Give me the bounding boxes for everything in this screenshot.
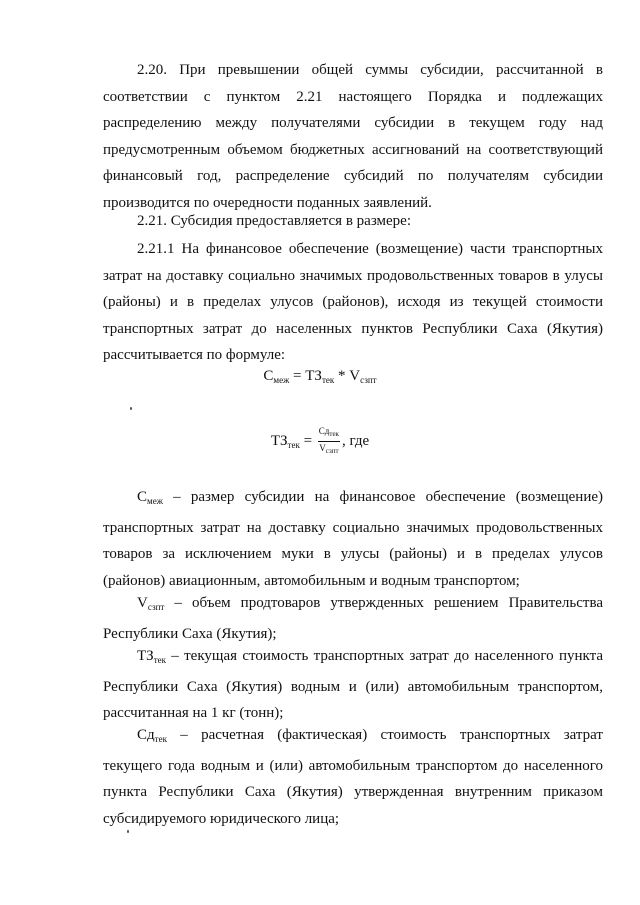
formula-subsidy [0, 368, 640, 385]
definition-c-mezh [103, 484, 603, 594]
def1-text: – размер субсидии на финансовое обеспечение (возмещение) транспортных затрат на доставку социально значимых продовольственных товаров за исключением муки в улусы (районы) и в пределах улусов (районов) авиационным, автомобильным и водным транспортом; [103, 489, 603, 589]
denominator-subscript: сзпт [325, 447, 339, 455]
formula-tz [0, 426, 640, 457]
formula2-tz-subscript: тек [287, 439, 300, 450]
def4-text: – расчетная (фактическая) стоимость транспортных затрат текущего года водным и (или) автомобильным транспортом до населенного пункта Республики Саха (Якутия) утвержденная внутренним приказом субсидируемого юридического лица; [103, 727, 603, 827]
def2-text: – объем продтоваров утвержденных решением Правительства Республики Саха (Якутия); [103, 595, 603, 642]
paragraph-2-21-1: 2.21.1 На финансовое обеспечение (возмещение) части транспортных затрат на доставку социально значимых продовольственных товаров в улусы (районы) и в пределах улусов (районов), исходя из текущей стоимости транспортных затрат до населенных пунктов Республики Саха (Якутия) рассчитывается по формуле: [103, 241, 603, 363]
def4-subscript: тек [154, 734, 167, 744]
def3-text: – текущая стоимость транспортных затрат до населенного пункта Республики Саха (Якутия) водным и (или) автомобильным транспортом, рассчитанная на 1 кг (тонн); [103, 648, 603, 721]
paragraph-2-20: 2.20. При превышении общей суммы субсидии, рассчитанной в соответствии с пунктом 2.21 настоящего Порядка и подлежащих распределению между получателями субсидии в текущем году над предусмотренным объемом бюджетных ассигнований на соответствующий финансовый год, распределение субсидий по получателям субсидии производится по очередности поданных заявлений. [103, 62, 603, 211]
formula2-tail: , где [341, 432, 370, 449]
fraction-denominator [318, 442, 340, 457]
definition-tz-tek [103, 643, 603, 727]
fraction-numerator [318, 426, 340, 442]
denominator-symbol: V [319, 443, 326, 453]
formula-eq-tz: = ТЗ [289, 368, 322, 384]
formula-c-symbol: С [263, 368, 274, 384]
scan-speck [130, 407, 132, 410]
paragraph-2-21: 2.21. Субсидия предоставляется в размере: [137, 213, 412, 229]
scan-speck [127, 830, 129, 833]
def2-symbol: V [137, 595, 148, 611]
formula-v-subscript: сзпт [360, 375, 377, 385]
numerator-subscript: тек [329, 430, 339, 438]
def1-symbol: С [137, 489, 148, 505]
formula2-fraction [318, 426, 340, 457]
def3-subscript: тек [153, 655, 166, 665]
def2-subscript: сзпт [147, 602, 165, 612]
formula-mul-v: * V [334, 368, 361, 384]
definition-v-szpt [103, 590, 603, 647]
formula-c-subscript: меж [273, 375, 290, 385]
definition-cd-tek [103, 722, 603, 832]
def1-subscript: меж [147, 496, 163, 506]
numerator-symbol: Cд [318, 426, 330, 436]
def4-symbol: Сд [137, 727, 155, 743]
def3-symbol: ТЗ [137, 648, 154, 664]
formula2-eq: = [299, 432, 316, 449]
formula-tz-subscript: тек [321, 375, 335, 385]
formula2-tz-symbol: ТЗ [270, 432, 288, 449]
